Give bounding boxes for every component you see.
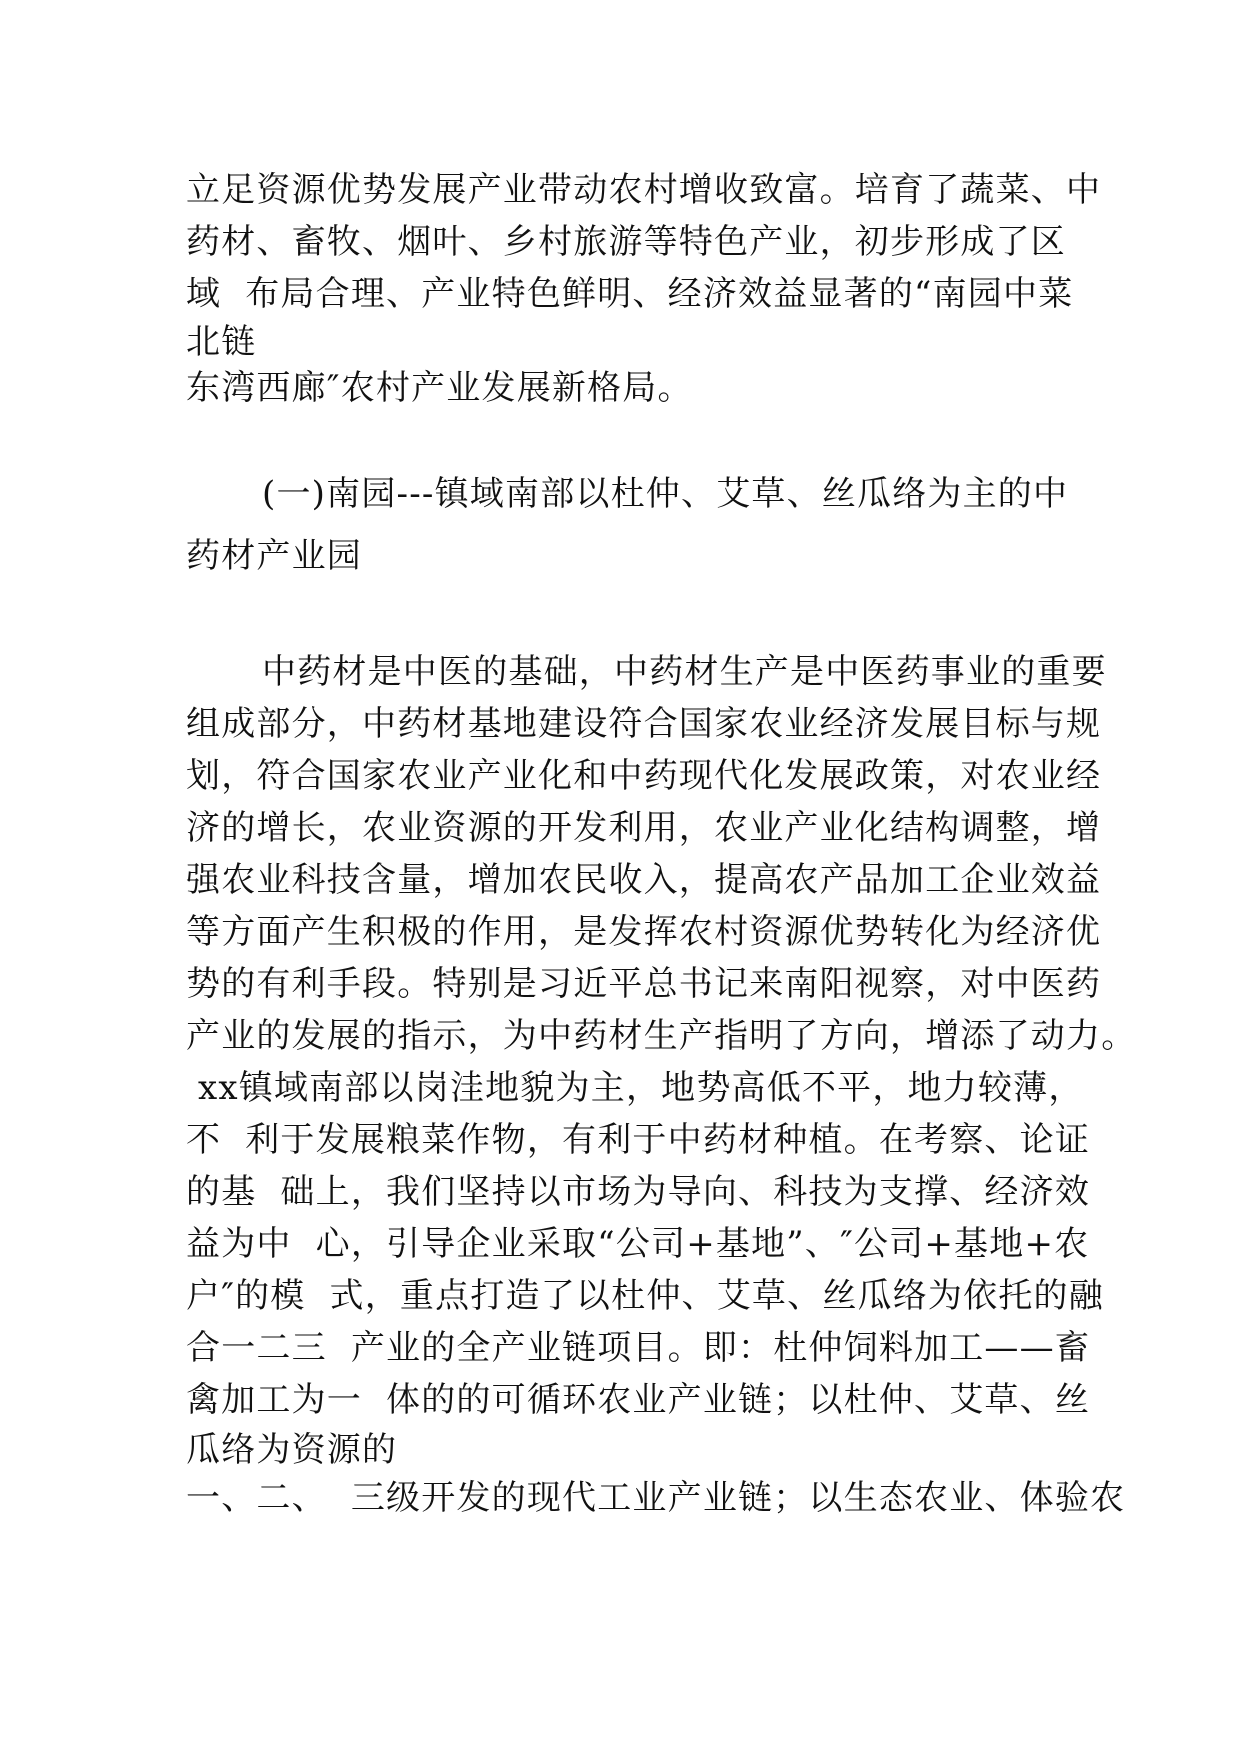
intro-line-4: 北链 [186, 322, 257, 362]
section-heading-line-2: 药材产业园 [186, 536, 362, 576]
body-line-9: xx镇域南部以岗洼地貌为主，地势高低不平，地力较薄， [186, 1068, 1084, 1108]
body-line-6: 等方面产生积极的作用，是发挥农村资源优势转化为经济优 [186, 912, 1102, 952]
body-line-2: 组成部分，中药材基地建设符合国家农业经济发展目标与规 [186, 704, 1102, 744]
section-heading-line-1: (一)南园---镇域南部以杜仲、艾草、丝瓜络为主的中 [262, 474, 1069, 514]
body-line-15: 禽加工为一 体的的可循环农业产业链；以杜仲、艾草、丝 [186, 1380, 1091, 1420]
body-line-12: 益为中 心，引导企业采取“公司+基地”、″公司+基地+农 [186, 1224, 1090, 1264]
body-line-7: 势的有利手段。特别是习近平总书记来南阳视察，对中医药 [186, 964, 1102, 1004]
intro-line-2: 药材、畜牧、烟叶、乡村旅游等特色产业，初步形成了区 [186, 222, 1066, 262]
intro-line-1: 立足资源优势发展产业带动农村增收致富。培育了蔬菜、中 [186, 170, 1102, 210]
body-line-5: 强农业科技含量，增加农民收入，提高农产品加工企业效益 [186, 860, 1102, 900]
body-line-1: 中药材是中医的基础，中药材生产是中医药事业的重要 [262, 652, 1107, 692]
body-line-3: 划，符合国家农业产业化和中药现代化发展政策，对农业经 [186, 756, 1102, 796]
body-line-4: 济的增长，农业资源的开发利用，农业产业化结构调整，增 [186, 808, 1102, 848]
body-line-11: 的基 础上，我们坚持以市场为导向、科技为支撑、经济效 [186, 1172, 1091, 1212]
body-line-17: 一、二、 三级开发的现代工业产业链；以生态农业、体验农 [186, 1478, 1126, 1518]
body-line-10: 不 利于发展粮菜作物，有利于中药材种植。在考察、论证 [186, 1120, 1091, 1160]
body-line-16: 瓜络为资源的 [186, 1430, 398, 1470]
intro-line-3: 域 布局合理、产业特色鲜明、经济效益显著的“南园中菜 [186, 274, 1074, 314]
body-line-13: 户″的模 式，重点打造了以杜仲、艾草、丝瓜络为依托的融 [186, 1276, 1104, 1316]
body-line-14: 合一二三 产业的全产业链项目。即：杜仲饲料加工——畜 [186, 1328, 1091, 1368]
body-line-8: 产业的发展的指示，为中药材生产指明了方向，增添了动力。 [186, 1016, 1137, 1056]
intro-line-5: 东湾西廊″农村产业发展新格局。 [186, 368, 693, 408]
